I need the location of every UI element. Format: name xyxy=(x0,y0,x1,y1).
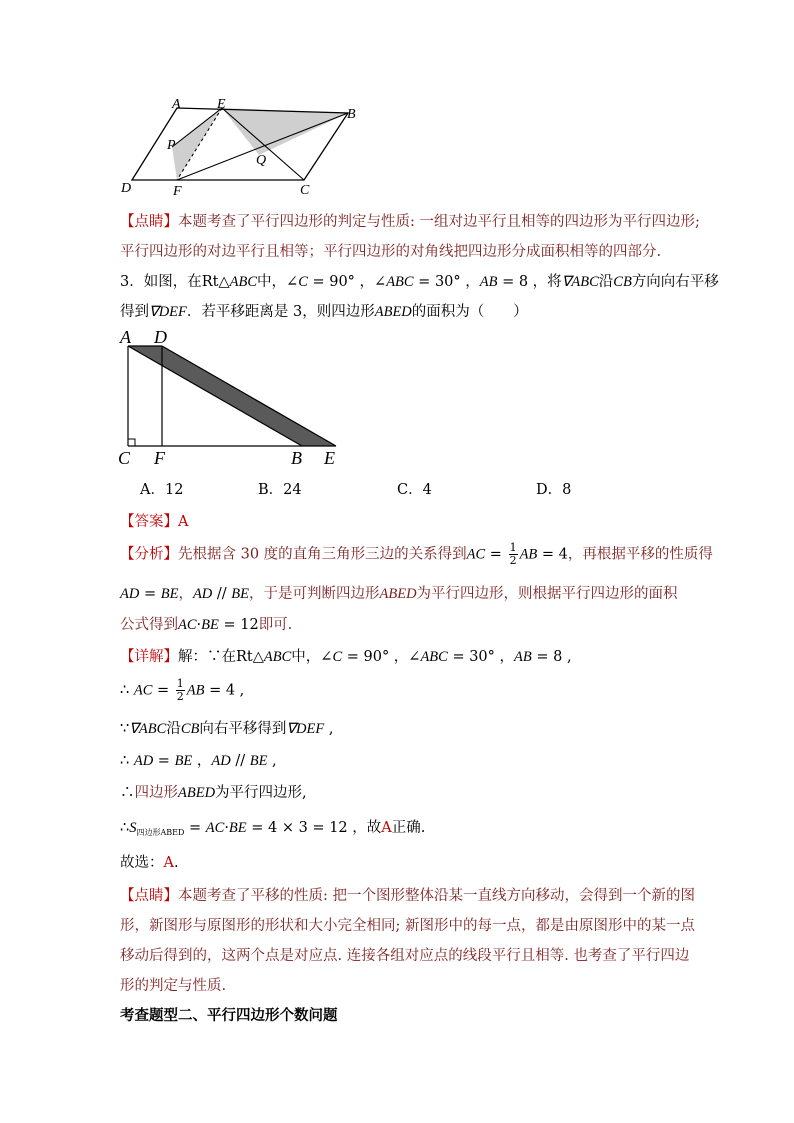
segment-ab xyxy=(128,346,302,446)
detail-line-1: 【详解】解：∵在Rt△ABC中，∠C = 90° ，∠ABC = 30° ，AB = 8 , xyxy=(120,649,572,665)
label-D: D xyxy=(154,327,167,347)
label-E: E xyxy=(217,97,226,112)
option-b: B．24 xyxy=(258,482,302,498)
label-Q: Q xyxy=(256,153,267,168)
option-d: D．8 xyxy=(536,482,572,498)
question-3-line-1: 3．如图，在Rt△ABC中，∠C = 90° ，∠ABC = 30° ，AB = 8 ，将∇ABC沿CB方向向右平移 xyxy=(120,274,719,290)
detail-line-3: ∵∇ABC沿CB向右平移得到∇DEF , xyxy=(120,721,334,737)
label-F: F xyxy=(154,448,165,468)
dianjing-2-line-3: 移动后得到的，这两个点是对应点. 连接各组对应点的线段平行且相等. 也考查了平行四边 xyxy=(120,948,690,964)
choose-line: 故选：A. xyxy=(120,855,179,871)
detail-tag: 【详解】 xyxy=(120,649,178,665)
figure-parallelogram xyxy=(110,95,370,200)
label-A: A xyxy=(120,327,131,347)
analysis-line-3: 公式得到AC·BE = 12即可. xyxy=(120,617,293,633)
answer-tag: 【答案】 xyxy=(120,514,178,530)
analysis-tag: 【分析】 xyxy=(120,546,178,563)
dianjing-2-line-2: 形，新图形与原图形的形状和大小完全相同; 新图形中的每一点，都是由原图形中的某一点 xyxy=(120,918,695,934)
dianjing-2-line-1: 【点睛】本题考查了平移的性质: 把一个图形整体沿某一直线方向移动，会得到一个新的图 xyxy=(120,888,695,904)
figure-translation xyxy=(112,326,352,468)
dianjing-2-tag: 【点睛】 xyxy=(120,888,178,904)
shaded-triangle-epf xyxy=(172,108,222,180)
detail-line-5: ∴四边形ABED为平行四边形, xyxy=(120,785,307,801)
shaded-triangle-ebq xyxy=(222,108,348,155)
answer-line xyxy=(120,510,188,531)
label-B: B xyxy=(291,448,302,468)
segment-de xyxy=(162,346,336,446)
detail-line-4: ∴ AD = BE ，AD // BE , xyxy=(120,753,277,769)
label-A: A xyxy=(172,97,181,112)
label-D: D xyxy=(121,181,132,196)
analysis-line-1: 【分析】先根据含 30 度的直角三角形三边的关系得到AC = $\frac{1}{2}$ AB = 4，再根据平移的性质得 xyxy=(120,541,713,567)
right-angle-mark xyxy=(128,439,135,446)
section-heading: 考查题型二、平行四边形个数问题 xyxy=(120,1007,338,1024)
option-c: C．4 xyxy=(397,482,432,498)
dianjing-2-line-4: 形的判定与性质. xyxy=(120,978,227,994)
detail-line-2: ∴ AC = $\frac{1}{2}$ AB = 4 , xyxy=(120,677,245,703)
label-E: E xyxy=(324,448,335,468)
label-C: C xyxy=(118,448,131,468)
dianjing-1-line-2: 平行四边形的对边平行且相等；平行四边形的对角线把四边形分成面积相等的四部分. xyxy=(120,244,662,260)
label-B: B xyxy=(347,107,356,122)
dianjing-tag: 【点睛】 xyxy=(120,214,178,230)
label-P: P xyxy=(167,138,176,153)
option-a: A．12 xyxy=(140,482,184,498)
analysis-line-2: AD = BE，AD // BE，于是可判断四边形ABED为平行四边形，则根据平行四边形的面积 xyxy=(120,586,678,602)
detail-line-6: $\therefore S_{四边形ABED} = AC\cdot BE = 4 \times 3 = 12$ ，故A正确. xyxy=(120,820,426,837)
shaded-parallelogram-abed xyxy=(128,346,336,446)
label-C: C xyxy=(300,183,310,198)
label-F: F xyxy=(173,184,182,199)
dianjing-1-line-1: 【点睛】本题考查了平行四边形的判定与性质: 一组对边平行且相等的四边形为平行四边形; xyxy=(120,214,700,230)
question-3-line-2: 得到∇DEF．若平移距离是 3，则四边形ABED的面积为（ ） xyxy=(120,304,528,320)
answer-value: A xyxy=(178,514,189,530)
